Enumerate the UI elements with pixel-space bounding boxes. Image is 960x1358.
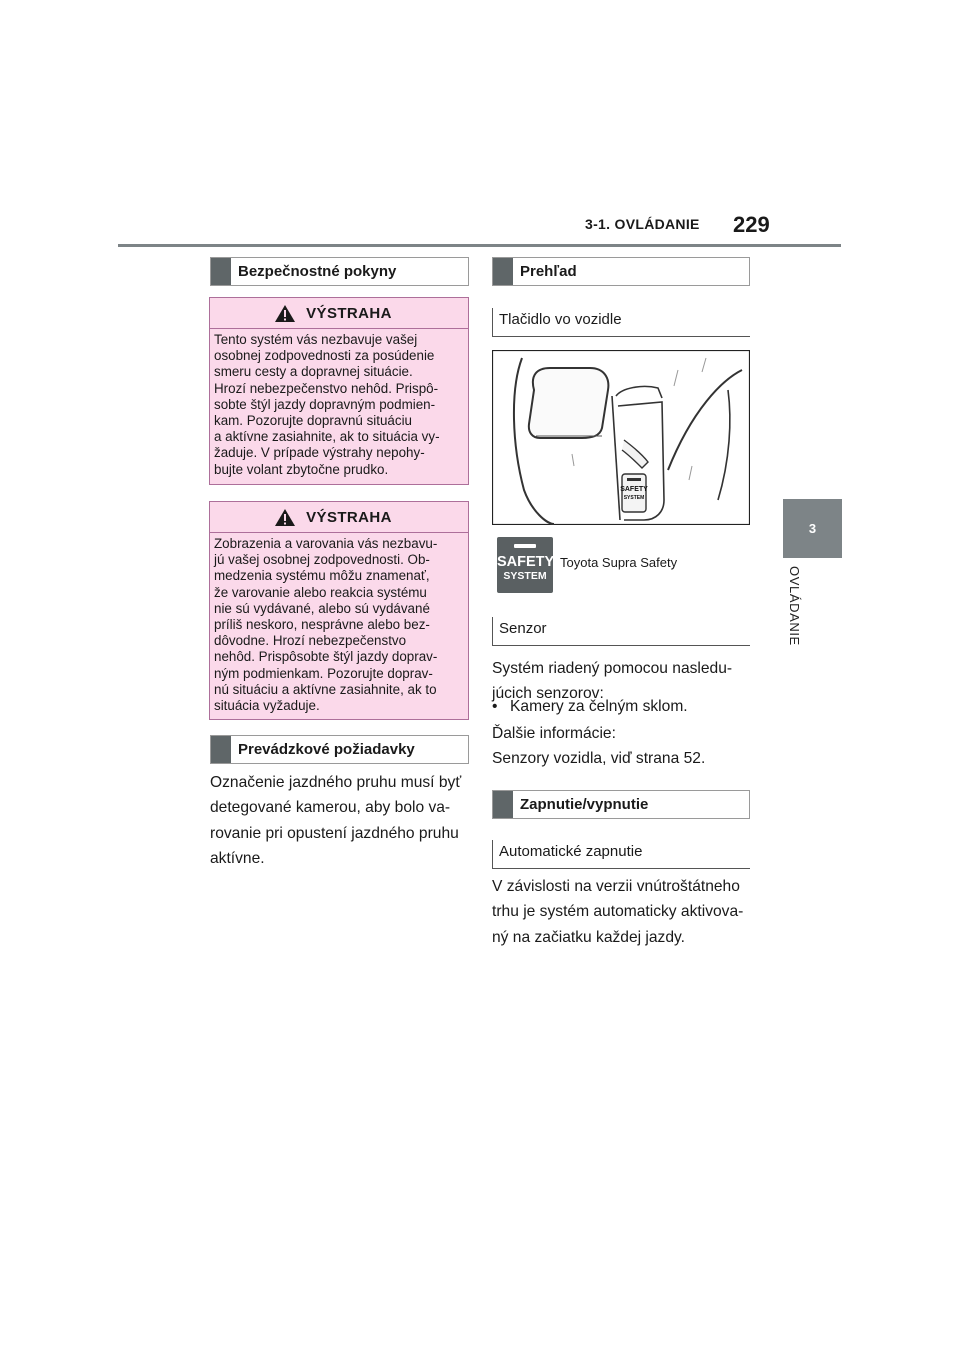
- warning-line: nehôd. Prispôsobte štýl jazdy doprav-: [214, 649, 438, 665]
- header-rule: [118, 244, 841, 247]
- console-button-illustration: [492, 350, 750, 525]
- warning-line: ným podmienkam. Pozorujte doprav-: [214, 665, 433, 681]
- paragraph-line: detegované kamerou, aby bolo va-: [210, 799, 451, 817]
- warning-triangle-icon: [274, 508, 296, 527]
- warning-box-1: [209, 297, 469, 485]
- more-info-paragraph: [492, 721, 757, 772]
- warning-line: nie sú vydávané, alebo sú vydávané: [214, 600, 430, 616]
- page-number: 229: [733, 212, 770, 237]
- overview-heading: [492, 257, 750, 286]
- paragraph-line: Systém riadený pomocou nasledu-: [492, 660, 733, 677]
- warning-line: osobnej zodpovednosti za posúdenie: [214, 348, 435, 364]
- paragraph-line: ný na začiatku každej jazdy.: [492, 928, 686, 946]
- warning-triangle-icon: [274, 304, 296, 323]
- console-system-label: SYSTEM: [623, 495, 645, 501]
- warning-line: nú situáciu a aktívne zasiahnite, ak to: [214, 681, 437, 697]
- warning-line: príliš neskoro, nesprávne alebo bez-: [214, 617, 430, 633]
- warning-line: dôvodne. Hrozí nebezpečenstvo: [214, 633, 407, 649]
- safety-heading-text: Bezpečnostné pokyny: [238, 263, 397, 280]
- heading-bar: [211, 736, 231, 763]
- chapter-tab-label: OVLÁDANIE: [787, 566, 802, 646]
- warning-text: [210, 329, 468, 478]
- sensor-bullet: [492, 694, 757, 719]
- paragraph-line: júcich senzorov:: [492, 685, 604, 703]
- warning-title: VÝSTRAHA: [306, 508, 392, 526]
- warning-line: jú vašej osobnej zodpovednosti. Ob-: [214, 552, 430, 568]
- paragraph-line: aktívne.: [210, 849, 265, 867]
- warning-line: žaduje. V prípade výstrahy nepohy-: [214, 445, 425, 461]
- icon-text-system: SYSTEM: [503, 570, 547, 582]
- paragraph-line: Ďalšie informácie:: [492, 725, 616, 742]
- safety-heading: [210, 257, 469, 286]
- auto-paragraph: [492, 874, 757, 950]
- console-safety-label: SAFETY: [620, 486, 648, 493]
- warning-line: Zobrazenia a varovania vás nezbavu-: [214, 536, 438, 551]
- paragraph-line: V závislosti na verzii vnútroštátneho: [492, 878, 740, 895]
- warning-line: Hrozí nebezpečenstvo nehôd. Prispô-: [214, 380, 439, 396]
- warning-line: medzenia systému môžu znamenať,: [214, 568, 430, 584]
- auto-subheading: Automatické zapnutie: [492, 840, 750, 869]
- safety-system-icon: [497, 537, 553, 593]
- warning-line: situácia vyžaduje.: [214, 698, 320, 714]
- warning-line: že varovanie alebo reakcia systému: [214, 584, 427, 600]
- warning-line: bujte volant zbytočne prudko.: [214, 461, 389, 477]
- chapter-tab: 3: [783, 499, 842, 558]
- icon-caption: Toyota Supra Safety: [560, 555, 678, 570]
- warning-header: [210, 502, 468, 533]
- warning-text: [210, 533, 468, 714]
- requirements-heading-text: Prevádzkové požiadavky: [238, 741, 415, 758]
- onoff-heading: [492, 790, 750, 819]
- paragraph-line: trhu je systém automaticky aktivova-: [492, 903, 744, 921]
- button-subheading: Tlačidlo vo vozidle: [492, 308, 750, 337]
- heading-bar: [211, 258, 231, 285]
- requirements-heading: [210, 735, 469, 764]
- icon-text-safety: SAFETY: [497, 554, 555, 570]
- warning-line: a aktívne zasiahnite, ak to situácia vy-: [214, 429, 440, 445]
- heading-bar: [493, 791, 513, 818]
- warning-header: [210, 298, 468, 329]
- paragraph-line: rovanie pri opustení jazdného pruhu: [210, 824, 459, 842]
- warning-title: VÝSTRAHA: [306, 304, 392, 322]
- sensor-subheading: Senzor: [492, 617, 750, 646]
- bullet-icon: •: [492, 698, 498, 715]
- warning-line: kam. Pozorujte dopravnú situáciu: [214, 413, 412, 429]
- warning-box-2: [209, 501, 469, 720]
- bullet-text: Kamery za čelným sklom.: [510, 698, 688, 715]
- overview-heading-text: Prehľad: [520, 263, 577, 280]
- paragraph-line: Senzory vozidla, viď strana 52.: [492, 750, 706, 768]
- indicator-bar: [514, 544, 536, 548]
- warning-line: smeru cesty a dopravnej situácie.: [214, 364, 413, 380]
- warning-line: Tento systém vás nezbavuje vašej: [214, 332, 418, 347]
- onoff-heading-text: Zapnutie/vypnutie: [520, 796, 649, 813]
- paragraph-line: Označenie jazdného pruhu musí byť: [210, 774, 462, 791]
- heading-bar: [493, 258, 513, 285]
- warning-line: sobte štýl jazdy dopravným podmien-: [214, 396, 436, 412]
- requirements-paragraph: [210, 770, 475, 871]
- section-title: 3-1. OVLÁDANIE: [585, 216, 700, 232]
